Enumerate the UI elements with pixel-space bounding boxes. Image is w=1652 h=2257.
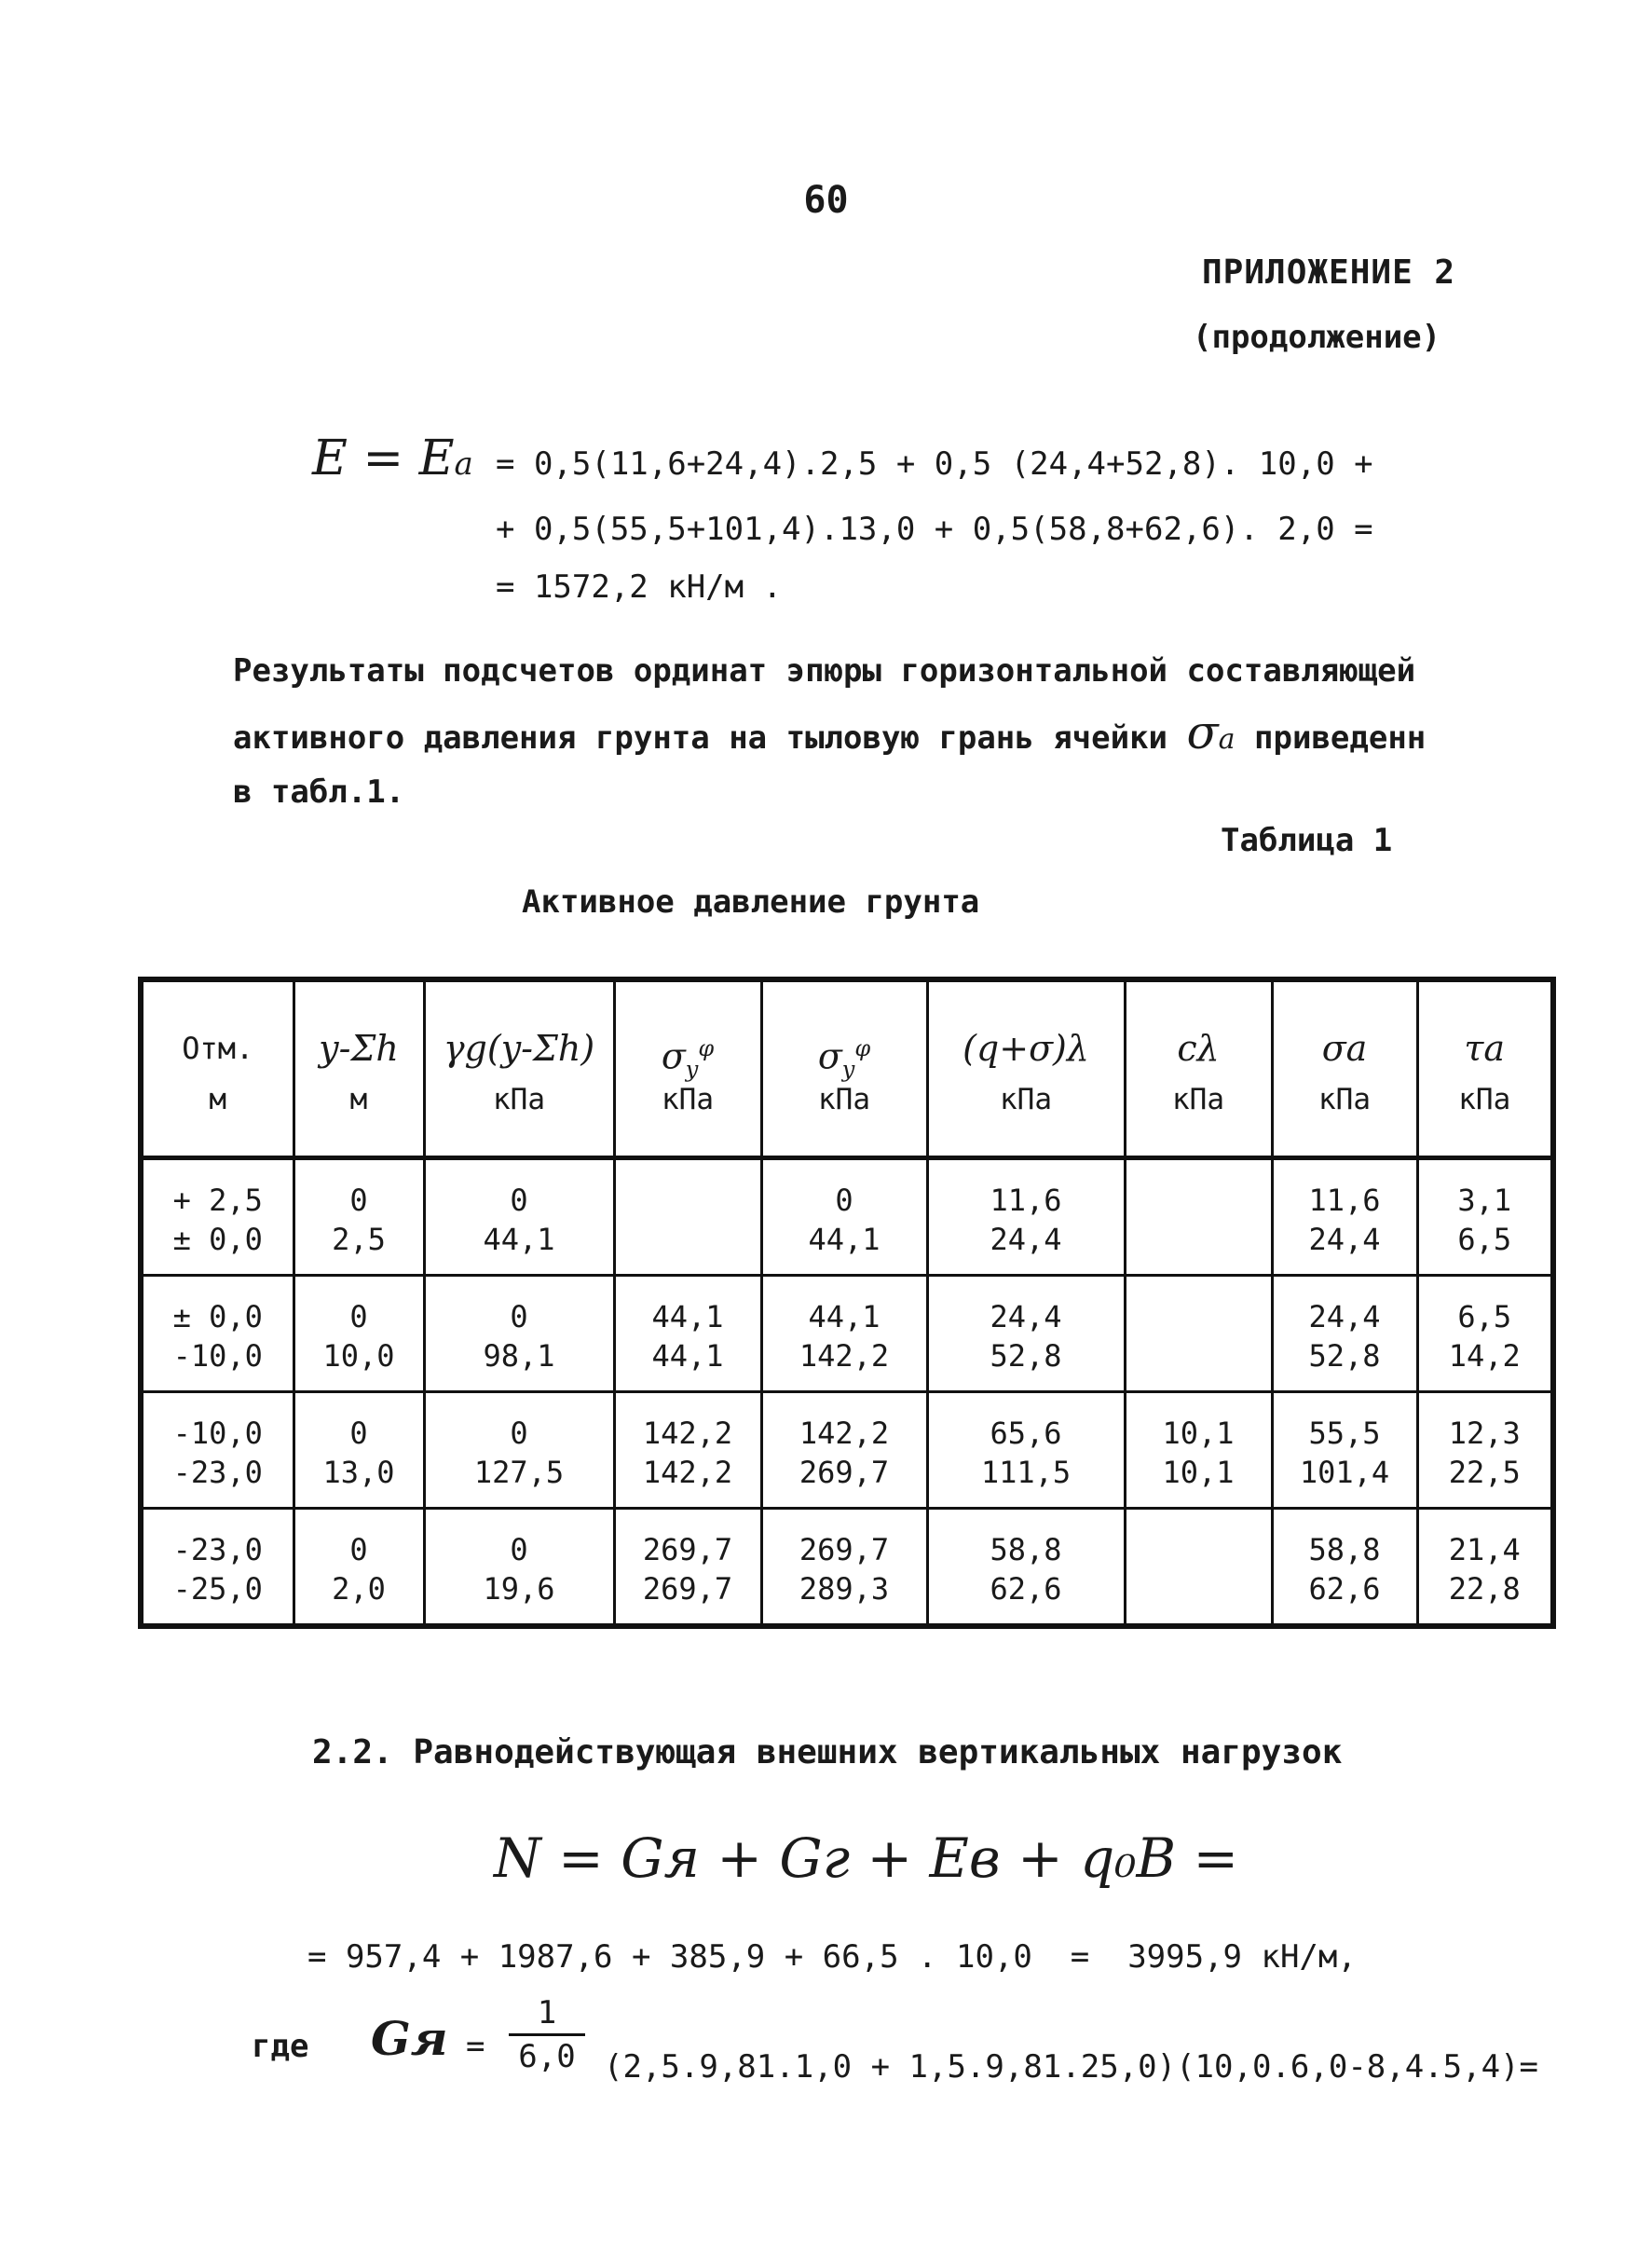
table-cell: 44,1 <box>614 1276 761 1337</box>
table-title: Активное давление грунта <box>522 883 980 921</box>
table-cell <box>1125 1336 1272 1392</box>
table-cell: 142,2 <box>614 1392 761 1454</box>
table-cell <box>1125 1220 1272 1276</box>
table-cell: 24,4 <box>1272 1276 1417 1337</box>
fraction-denominator: 6,0 <box>518 2038 576 2075</box>
table-header-row <box>141 979 1553 1158</box>
table-row <box>141 1392 1553 1454</box>
table-cell: 11,6 <box>1272 1158 1417 1221</box>
table-group-2 <box>141 1276 1553 1392</box>
table-cell <box>1125 1569 1272 1626</box>
table-cell: 44,1 <box>761 1220 927 1276</box>
table-cell: 14,2 <box>1417 1336 1553 1392</box>
table-label: Таблица 1 <box>1221 822 1393 859</box>
table-cell: 24,4 <box>927 1276 1125 1337</box>
header-soil-weight-pressure: γg(y-Σh) кПа <box>424 979 614 1158</box>
vertical-load-formula: N = Gя + Gг + Eв + q₀B = <box>494 1826 1239 1890</box>
table-cell: 269,7 <box>761 1509 927 1570</box>
table-cell: 0 <box>294 1276 424 1337</box>
g-symbol: Gя <box>371 2011 448 2066</box>
earth-pressure-lhs: E = Ea <box>312 431 473 486</box>
table-cell: 19,6 <box>424 1569 614 1626</box>
results-paragraph-line-2: активного давления грунта на тыловую грань ячейки σa приведенн <box>233 705 1427 759</box>
table-cell: 12,3 <box>1417 1392 1553 1454</box>
table-cell: 0 <box>294 1158 424 1221</box>
table-cell: ± 0,0 <box>141 1276 294 1337</box>
table-cell: -23,0 <box>141 1509 294 1570</box>
g-expression: (2,5.9,81.1,0 + 1,5.9,81.25,0)(10,0.6,0-8,4.5,4)= <box>604 2048 1539 2086</box>
table-row <box>141 1276 1553 1337</box>
table-cell: 269,7 <box>614 1569 761 1626</box>
table-row <box>141 1453 1553 1509</box>
table-cell: 44,1 <box>761 1276 927 1337</box>
table-cell: 142,2 <box>761 1336 927 1392</box>
table-cell: 44,1 <box>614 1336 761 1392</box>
table-cell: -10,0 <box>141 1392 294 1454</box>
table-cell: -10,0 <box>141 1336 294 1392</box>
table-cell: 101,4 <box>1272 1453 1417 1509</box>
table-cell: 6,5 <box>1417 1220 1553 1276</box>
table-group-3 <box>141 1392 1553 1509</box>
table-cell: 6,5 <box>1417 1276 1553 1337</box>
table-cell: 111,5 <box>927 1453 1125 1509</box>
table-cell: 22,5 <box>1417 1453 1553 1509</box>
header-tau-a: τa кПа <box>1417 979 1553 1158</box>
table-cell: 2,0 <box>294 1569 424 1626</box>
table-cell: 55,5 <box>1272 1392 1417 1454</box>
table-cell: 0 <box>294 1392 424 1454</box>
appendix-title: ПРИЛОЖЕНИЕ 2 <box>1202 253 1456 292</box>
active-pressure-table <box>138 977 1556 1629</box>
table-cell <box>614 1158 761 1221</box>
page-number: 60 <box>803 179 849 222</box>
table-row <box>141 1336 1553 1392</box>
table-cell: 58,8 <box>927 1509 1125 1570</box>
g-equals: = <box>466 2028 485 2065</box>
table-cell: 2,5 <box>294 1220 424 1276</box>
header-elevation: Отм. м <box>141 979 294 1158</box>
table-cell: 0 <box>424 1276 614 1337</box>
table-cell: 52,8 <box>927 1336 1125 1392</box>
header-load-lambda: (q+σ)λ кПа <box>927 979 1125 1158</box>
header-sigma-prev: $\sigma_y^\varphi$ кПа <box>614 979 761 1158</box>
vertical-load-values: = 957,4 + 1987,6 + 385,9 + 66,5 . 10,0 = 3995,9 кН/м, <box>307 1938 1357 1976</box>
table-cell: 62,6 <box>927 1569 1125 1626</box>
table-cell: + 2,5 <box>141 1158 294 1221</box>
table-cell: 58,8 <box>1272 1509 1417 1570</box>
earth-pressure-line-2: + 0,5(55,5+101,4).13,0 + 0,5(58,8+62,6). 2,0 = <box>496 511 1373 548</box>
table-cell: 0 <box>761 1158 927 1221</box>
header-sigma-a: σa кПа <box>1272 979 1417 1158</box>
table-cell: 142,2 <box>614 1453 761 1509</box>
table-group-4 <box>141 1509 1553 1627</box>
table-cell: 289,3 <box>761 1569 927 1626</box>
results-paragraph-line-3: в табл.1. <box>233 773 405 811</box>
sigma-a-symbol: σa <box>1186 705 1236 759</box>
header-cohesion: cλ кПа <box>1125 979 1272 1158</box>
table-cell <box>614 1220 761 1276</box>
header-depth: y-Σh м <box>294 979 424 1158</box>
table-cell: 24,4 <box>1272 1220 1417 1276</box>
g-fraction <box>509 1994 585 2075</box>
table-cell: 10,1 <box>1125 1453 1272 1509</box>
table-cell <box>1125 1276 1272 1337</box>
table-cell: 24,4 <box>927 1220 1125 1276</box>
table-cell: 44,1 <box>424 1220 614 1276</box>
table-cell: ± 0,0 <box>141 1220 294 1276</box>
table-cell: 0 <box>294 1509 424 1570</box>
table-cell: 269,7 <box>761 1453 927 1509</box>
table-row <box>141 1569 1553 1626</box>
table-cell: 13,0 <box>294 1453 424 1509</box>
earth-pressure-line-1: = 0,5(11,6+24,4).2,5 + 0,5 (24,4+52,8). 10,0 + <box>496 445 1373 483</box>
table-cell: 10,1 <box>1125 1392 1272 1454</box>
table-row <box>141 1509 1553 1570</box>
table-cell: 22,8 <box>1417 1569 1553 1626</box>
section-title: 2.2. Равнодействующая внешних вертикальных нагрузок <box>312 1733 1343 1771</box>
table-row <box>141 1158 1553 1221</box>
table-cell: -25,0 <box>141 1569 294 1626</box>
table-row <box>141 1220 1553 1276</box>
table-cell: 142,2 <box>761 1392 927 1454</box>
table-cell: 11,6 <box>927 1158 1125 1221</box>
table-cell <box>1125 1509 1272 1570</box>
header-sigma-current: $\sigma_y^\varphi$ кПа <box>761 979 927 1158</box>
table-cell: 21,4 <box>1417 1509 1553 1570</box>
earth-pressure-line-3: = 1572,2 кН/м . <box>496 568 783 606</box>
table-cell: 3,1 <box>1417 1158 1553 1221</box>
table-cell: 0 <box>424 1158 614 1221</box>
table-cell: 0 <box>424 1509 614 1570</box>
continuation-note: (продолжение) <box>1193 319 1441 356</box>
table-cell: 269,7 <box>614 1509 761 1570</box>
table-cell: 0 <box>424 1392 614 1454</box>
table-cell: 62,6 <box>1272 1569 1417 1626</box>
where-label: где <box>252 2028 309 2065</box>
table-cell: -23,0 <box>141 1453 294 1509</box>
table-group-1 <box>141 1158 1553 1276</box>
table-cell: 52,8 <box>1272 1336 1417 1392</box>
table-cell: 65,6 <box>927 1392 1125 1454</box>
table-cell <box>1125 1158 1272 1221</box>
table-cell: 127,5 <box>424 1453 614 1509</box>
table-cell: 98,1 <box>424 1336 614 1392</box>
results-paragraph-line-1: Результаты подсчетов ординат эпюры горизонтальной составляющей <box>233 652 1416 690</box>
table-cell: 10,0 <box>294 1336 424 1392</box>
fraction-numerator: 1 <box>509 1994 585 2036</box>
